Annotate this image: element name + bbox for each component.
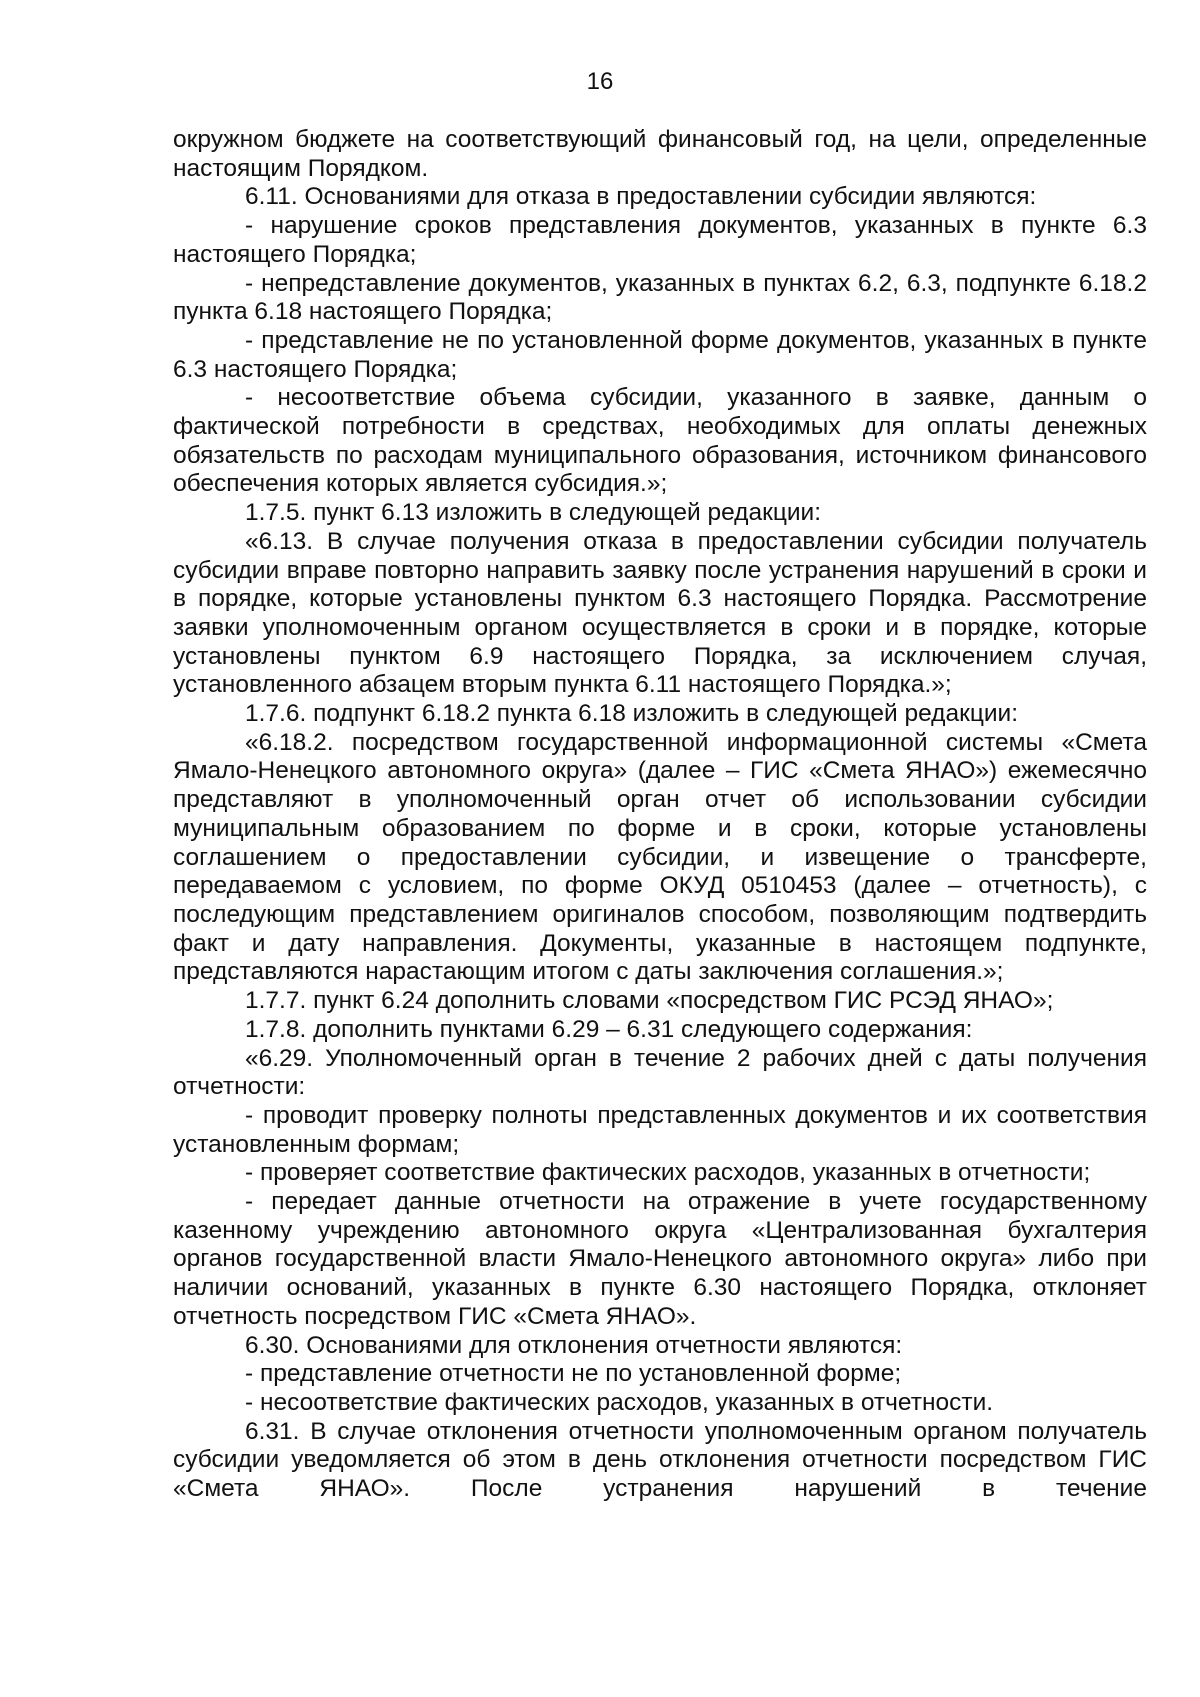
paragraph: «6.13. В случае получения отказа в предоставлении субсидии получатель субсидии вправе повторно направить заявку после устранения нарушений в сроки и в порядке, которые установлены пунктом 6.3 настоящего Порядка. Рассмотрение заявки уполномоченным органом осуществляется в сроки и в порядке, которые установлены пунктом 6.9 настоящего Порядка, за исключением случая, установленного абзацем вторым пункта 6.11 настоящего Порядка.»;: [173, 527, 1147, 699]
paragraph: окружном бюджете на соответствующий финансовый год, на цели, определенные настоящим Порядком.: [173, 126, 1147, 182]
paragraph: - проверяет соответствие фактических расходов, указанных в отчетности;: [245, 1159, 1091, 1187]
paragraph: - представление не по установленной форме документов, указанных в пункте 6.3 настоящего Порядка;: [173, 326, 1147, 383]
paragraph: - проводит проверку полноты представленных документов и их соответствия установленным формам;: [173, 1101, 1147, 1158]
paragraph: 1.7.7. пункт 6.24 дополнить словами «посредством ГИС РСЭД ЯНАО»;: [245, 987, 1054, 1015]
paragraph: - несоответствие объема субсидии, указанного в заявке, данным о фактической потребности в средствах, необходимых для оплаты денежных обязательств по расходам муниципального образования, источником финансового обеспечения которых является субсидия.»;: [173, 384, 1147, 498]
paragraph: 6.30. Основаниями для отклонения отчетности являются:: [245, 1331, 903, 1359]
paragraph: 6.11. Основаниями для отказа в предоставлении субсидии являются:: [245, 183, 1037, 211]
paragraph: - несоответствие фактических расходов, указанных в отчетности.: [245, 1388, 994, 1416]
paragraph: 6.31. В случае отклонения отчетности уполномоченным органом получатель субсидии уведомляется об этом в день отклонения отчетности посредством ГИС «Смета ЯНАО». После устранения нарушений в течение: [173, 1417, 1147, 1503]
paragraph: «6.18.2. посредством государственной информационной системы «Смета Ямало-Ненецкого автономного округа» (далее – ГИС «Смета ЯНАО») ежемесячно представляют в уполномоченный орган отчет об использовании субсидии муниципальным образованием по форме и в сроки, которые установлены соглашением о предоставлении субсидии, и извещение о трансферте, передаваемом с условием, по форме ОКУД 0510453 (далее – отчетность), с последующим представлением оригиналов способом, позволяющим подтвердить факт и дату направления. Документы, указанные в настоящем подпункте, представляются нарастающим итогом с даты заключения соглашения.»;: [173, 728, 1147, 986]
document-body: [173, 126, 1147, 1504]
paragraph: - непредставление документов, указанных в пунктах 6.2, 6.3, подпункте 6.18.2 пункта 6.18 настоящего Порядка;: [173, 269, 1147, 326]
paragraph: «6.29. Уполномоченный орган в течение 2 рабочих дней с даты получения отчетности:: [173, 1044, 1147, 1101]
paragraph: - нарушение сроков представления документов, указанных в пункте 6.3 настоящего Порядка;: [173, 212, 1147, 268]
paragraph: - представление отчетности не по установленной форме;: [245, 1360, 902, 1388]
page-number: 16: [586, 68, 614, 95]
paragraph: 1.7.5. пункт 6.13 изложить в следующей редакции:: [245, 499, 822, 527]
paragraph: 1.7.8. дополнить пунктами 6.29 – 6.31 следующего содержания:: [245, 1015, 973, 1043]
paragraph: 1.7.6. подпункт 6.18.2 пункта 6.18 изложить в следующей редакции:: [245, 700, 1019, 728]
paragraph: - передает данные отчетности на отражение в учете государственному казенному учреждению автономного округа «Централизованная бухгалтерия органов государственной власти Ямало-Ненецкого автономного округа» либо при наличии оснований, указанных в пункте 6.30 настоящего Порядка, отклоняет отчетность посредством ГИС «Смета ЯНАО».: [173, 1188, 1147, 1330]
